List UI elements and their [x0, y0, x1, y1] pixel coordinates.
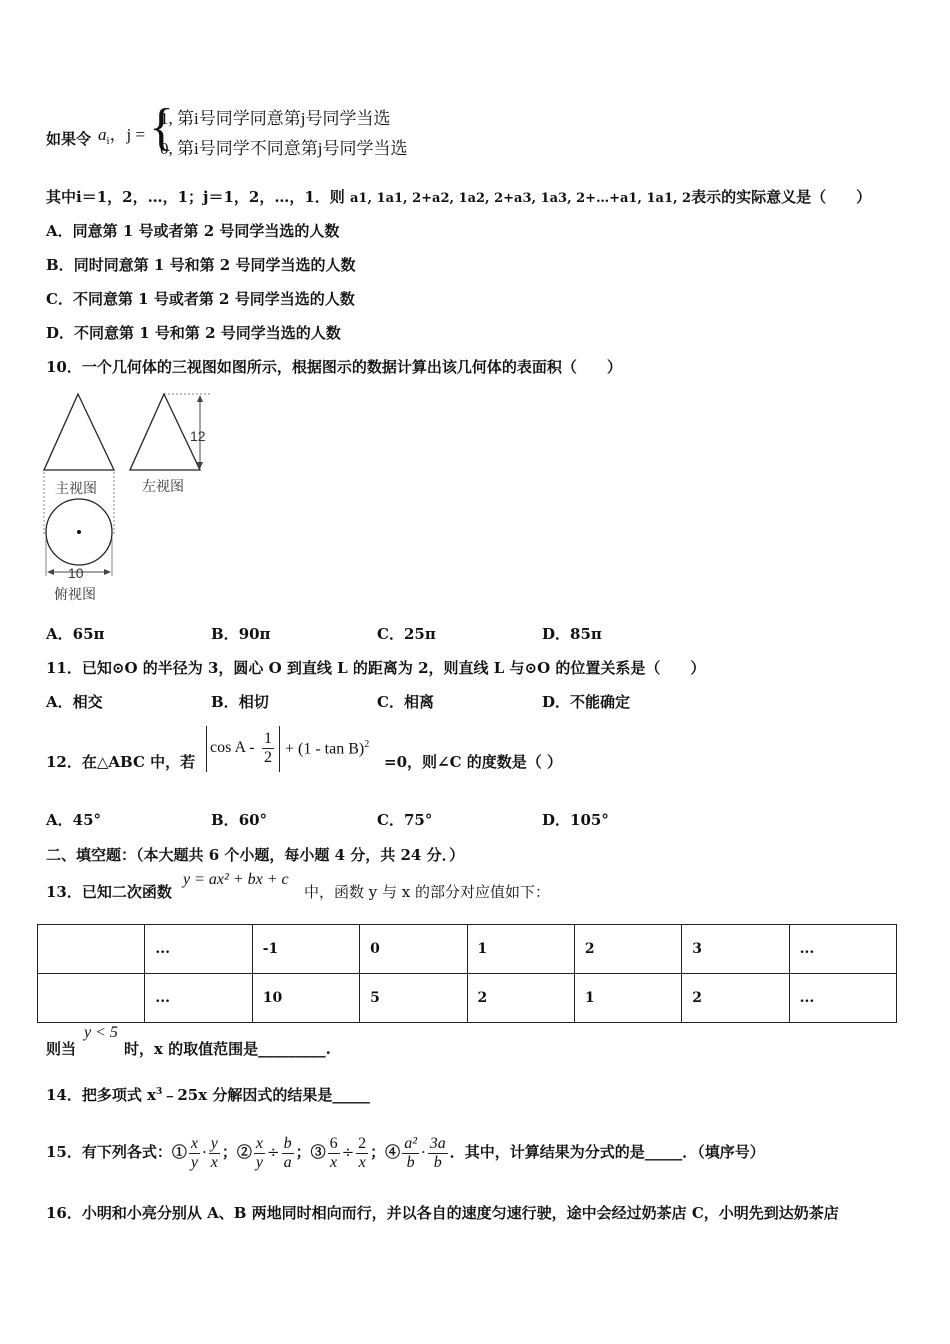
- q9-var-sub: i: [106, 135, 110, 147]
- q9-case-1: 1, 第i号同学同意第j号同学当选: [160, 109, 391, 128]
- width-arrow-left: [47, 569, 54, 575]
- table-cell: ...: [145, 925, 252, 974]
- table-row: [38, 925, 897, 974]
- table-cell: -1: [252, 925, 359, 974]
- q15-e3-frac-2: [356, 1135, 368, 1172]
- q15-stem-post: ．其中，计算结果为分式的是_____．（填序号）: [449, 1143, 765, 1161]
- table-cell: 2: [574, 925, 681, 974]
- table-cell: ...: [789, 925, 896, 974]
- q10-option-b[interactable]: [211, 623, 271, 644]
- table-cell: 1: [574, 974, 681, 1023]
- q13-follow-pre: 则当: [46, 1040, 77, 1058]
- q11-option-b[interactable]: [211, 691, 269, 712]
- frac-num: 2: [358, 1134, 367, 1152]
- q11-option-a[interactable]: [46, 691, 103, 712]
- three-view-figure: [40, 388, 240, 608]
- option-text: 相交: [72, 693, 103, 711]
- divide-op: ÷: [341, 1143, 355, 1161]
- frac-num: x: [190, 1134, 198, 1152]
- option-text: 75°: [403, 811, 433, 829]
- q9-range-1: 其中: [46, 188, 77, 206]
- frac-num: a²: [404, 1134, 417, 1152]
- q9-variable: [98, 120, 145, 147]
- option-label: B．: [46, 256, 74, 274]
- option-label: C．: [46, 290, 73, 308]
- q13-function: y = ax² + bx + c: [183, 871, 289, 888]
- q12-half-num: 1: [264, 730, 272, 747]
- height-arrow-top: [197, 395, 203, 402]
- q9-intro: [46, 128, 91, 149]
- option-label: A．: [46, 625, 73, 643]
- q9-range-2: i＝1，2，…，1；j＝1，2，…，1．则: [76, 188, 345, 206]
- q9-option-c[interactable]: [46, 288, 355, 309]
- side-view-label: 左视图: [142, 478, 184, 494]
- frac-den: y: [190, 1153, 198, 1171]
- q12-cos-part: cos A -: [210, 739, 255, 756]
- option-text: 25π: [403, 625, 436, 643]
- table-cell: [38, 974, 145, 1023]
- q13-follow-post: 时，x 的取值范围是_________.: [124, 1040, 331, 1058]
- q9-range: [46, 186, 871, 207]
- table-cell: 5: [360, 974, 467, 1023]
- option-label: D．: [542, 693, 571, 711]
- option-label: B．: [211, 693, 239, 711]
- q9-case-0: 0, 第i号同学不同意第j号同学当选: [160, 139, 408, 158]
- q9-brace: {: [149, 99, 174, 156]
- option-text: 相切: [238, 693, 269, 711]
- frac-den: y: [255, 1153, 263, 1171]
- option-text: 不能确定: [570, 693, 631, 711]
- q12-stem-pre: 12．在△ABC 中，若: [46, 753, 196, 771]
- option-text: 85π: [570, 625, 602, 643]
- option-label: D．: [46, 324, 75, 342]
- q12-half-den: 2: [264, 749, 272, 766]
- frac-num: x: [255, 1134, 263, 1152]
- table-cell: 1: [467, 925, 574, 974]
- top-view-label: 俯视图: [54, 586, 96, 602]
- option-label: C．: [377, 811, 404, 829]
- dot-op: ·: [420, 1143, 426, 1161]
- q12-tan-text: + (1 - tan B): [285, 740, 365, 758]
- option-text: 105°: [570, 811, 609, 829]
- q10-option-c[interactable]: [377, 623, 436, 644]
- option-text: 不同意第 1 号和第 2 号同学当选的人数: [74, 324, 341, 342]
- option-label: A．: [46, 693, 73, 711]
- table-cell: ...: [145, 974, 252, 1023]
- table-cell: ...: [789, 974, 896, 1023]
- table-cell: 2: [682, 974, 789, 1023]
- frac-den: x: [330, 1153, 338, 1171]
- q14-stem: [46, 1084, 370, 1105]
- table-cell: 3: [682, 925, 789, 974]
- q12-exp: 2: [364, 739, 370, 750]
- width-arrow-right: [104, 569, 111, 575]
- option-label: A．: [46, 811, 73, 829]
- table-cell: 0: [360, 925, 467, 974]
- top-view-center: [77, 530, 81, 534]
- q11-option-c[interactable]: [377, 691, 434, 712]
- option-label: D．: [542, 811, 571, 829]
- q11-stem: 11．已知⊙O 的半径为 3，圆心 O 到直线 L 的距离为 2，则直线 L 与⊙O 的位置关系是（ ）: [46, 659, 706, 677]
- table-cell: [38, 925, 145, 974]
- q15-sep-2: ；②: [221, 1143, 252, 1161]
- q12-tan-part: [285, 739, 369, 758]
- frac-den: b: [433, 1153, 442, 1171]
- q15-e2-frac-1: [254, 1135, 265, 1172]
- q11-option-d[interactable]: [542, 691, 630, 712]
- q14-stem-pre: 14．把多项式 x: [46, 1086, 157, 1104]
- q15-stem: [46, 1122, 765, 1182]
- q15-sep-4: ；④: [370, 1143, 401, 1161]
- q14-exp: 3: [156, 1087, 163, 1097]
- q15-e4-frac-1: [402, 1135, 419, 1172]
- option-label: B．: [211, 811, 239, 829]
- option-label: C．: [377, 693, 404, 711]
- dot-op: ·: [201, 1143, 207, 1161]
- option-text: 同意第 1 号或者第 2 号同学当选的人数: [72, 222, 340, 240]
- divide-op: ÷: [267, 1143, 280, 1161]
- q9-var: a: [98, 125, 107, 144]
- frac-den: a: [283, 1153, 292, 1171]
- q15-stem-pre: 15．有下列各式：①: [46, 1143, 187, 1161]
- front-view-label: 主视图: [55, 480, 97, 496]
- q15-e1-frac-1: [189, 1135, 200, 1172]
- q9-option-d[interactable]: [46, 322, 341, 343]
- q10-stem: 10．一个几何体的三视图如图所示，根据图示的数据计算出该几何体的表面积（ ）: [46, 358, 622, 376]
- option-text: 65π: [72, 625, 105, 643]
- q9-var-rest: ，j =: [109, 125, 146, 144]
- option-label: A．: [46, 222, 73, 240]
- q13-stem-pre: 13．已知二次函数: [46, 883, 172, 901]
- q12-option-d[interactable]: [542, 809, 609, 830]
- option-text: 同时同意第 1 号和第 2 号同学当选的人数: [73, 256, 356, 274]
- q9-expr: a1, 1a1, 2+a2, 1a2, 2+a3, 1a3, 2+…+a1, 1a1, 2: [350, 191, 692, 206]
- q13-value-table: [37, 924, 897, 1023]
- option-label: C．: [377, 625, 404, 643]
- q13-stem-post: 中，函数 y 与 x 的部分对应值如下：: [304, 883, 551, 901]
- option-text: 60°: [238, 811, 268, 829]
- q15-sep-3: ；③: [295, 1143, 326, 1161]
- option-label: D．: [542, 625, 571, 643]
- q15-e2-frac-2: [282, 1135, 294, 1172]
- q9-range-3: 表示的实际意义是（ ）: [691, 188, 872, 206]
- front-view-triangle: [44, 394, 114, 470]
- q12-abs-right-bar: [279, 726, 280, 772]
- table-row: [38, 974, 897, 1023]
- q16-stem: 16．小明和小亮分别从 A、B 两地同时相向而行，并以各自的速度匀速行驶，途中会经过奶茶店 C，小明先到达奶茶店: [46, 1204, 839, 1222]
- q12-option-a[interactable]: [46, 809, 101, 830]
- height-label: 12: [190, 428, 206, 444]
- option-text: 45°: [72, 811, 102, 829]
- q15-e3-frac-1: [328, 1135, 340, 1172]
- frac-num: y: [210, 1134, 218, 1152]
- option-text: 不同意第 1 号或者第 2 号同学当选的人数: [72, 290, 355, 308]
- q14-stem-post: ﹣25x 分解因式的结果是_____: [162, 1086, 370, 1104]
- frac-num: 3a: [429, 1134, 446, 1152]
- q9-option-b[interactable]: [46, 254, 355, 275]
- frac-num: b: [283, 1134, 292, 1152]
- width-label: 10: [68, 565, 84, 581]
- q12-half-fraction: [262, 730, 274, 767]
- q10-option-a[interactable]: [46, 623, 105, 644]
- q12-option-b[interactable]: [211, 809, 267, 830]
- table-cell: 10: [252, 974, 359, 1023]
- q12-abs-left-bar: [206, 726, 207, 772]
- frac-den: x: [358, 1153, 366, 1171]
- option-text: 90π: [238, 625, 271, 643]
- frac-den: b: [406, 1153, 415, 1171]
- q12-stem-post: =0，则∠C 的度数是（ ）: [384, 753, 562, 771]
- frac-den: x: [210, 1153, 218, 1171]
- q13-condition: y < 5: [84, 1024, 118, 1041]
- q15-e1-frac-2: [209, 1135, 220, 1172]
- section-2-title: 二、填空题：（本大题共 6 个小题，每小题 4 分，共 24 分．）: [46, 846, 465, 864]
- q10-option-d[interactable]: [542, 623, 602, 644]
- q15-e4-frac-2: [428, 1135, 448, 1172]
- q9-intro-text: 如果令: [46, 130, 92, 148]
- option-text: 相离: [403, 693, 434, 711]
- q9-option-a[interactable]: [46, 220, 339, 241]
- table-cell: 2: [467, 974, 574, 1023]
- q12-option-c[interactable]: [377, 809, 432, 830]
- option-label: B．: [211, 625, 239, 643]
- frac-num: 6: [329, 1134, 338, 1152]
